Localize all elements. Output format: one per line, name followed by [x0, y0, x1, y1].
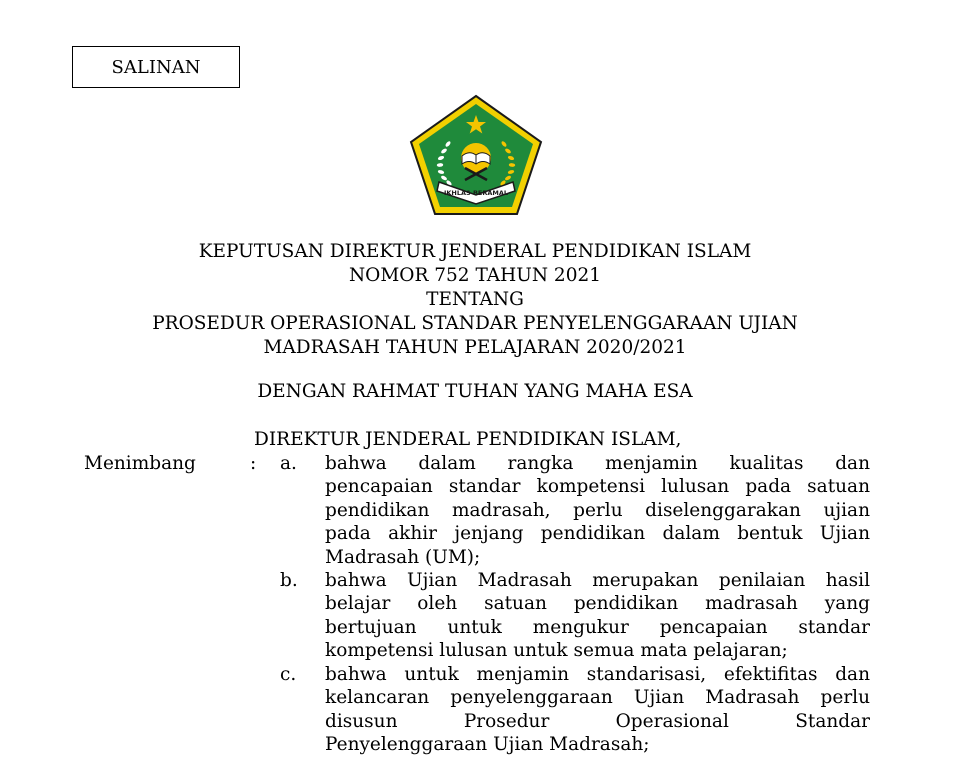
item-line: disusun Prosedur Operasional Standar	[325, 710, 870, 732]
item-line: bahwa Ujian Madrasah merupakan penilaian hasil	[325, 570, 870, 591]
item-line: bertujuan untuk mengukur pencapaian standar	[325, 616, 870, 638]
blessing-line: DENGAN RAHMAT TUHAN YANG MAHA ESA	[257, 381, 693, 402]
considering-label: Menimbang	[84, 453, 196, 474]
salinan-stamp	[72, 46, 240, 88]
considering-colon: :	[250, 453, 257, 474]
decree-title	[0, 240, 950, 360]
considering-item-c	[280, 663, 870, 757]
item-line: belajar oleh satuan pendidikan madrasah yang	[325, 593, 870, 615]
item-marker: a.	[280, 453, 297, 474]
item-line: Penyelenggaraan Ujian Madrasah;	[325, 734, 650, 756]
considering-item-b	[280, 569, 870, 663]
item-line: bahwa untuk menjamin standarisasi, efektifitas dan	[325, 664, 870, 685]
decree-about: TENTANG	[426, 289, 524, 310]
signer-title: DIREKTUR JENDERAL PENDIDIKAN ISLAM,	[254, 429, 682, 450]
item-line: bahwa dalam rangka menjamin kualitas dan	[325, 453, 870, 474]
decree-number: NOMOR 752 TAHUN 2021	[348, 265, 602, 286]
item-marker: b.	[280, 570, 298, 591]
considering-item-a	[280, 452, 870, 569]
decree-title-line: KEPUTUSAN DIREKTUR JENDERAL PENDIDIKAN ISLAM	[198, 241, 752, 262]
item-line: pencapaian standar kompetensi lulusan pada satuan	[325, 476, 870, 498]
item-line: Madrasah (UM);	[325, 546, 481, 568]
kemenag-emblem-icon	[409, 94, 543, 216]
item-line: pada akhir jenjang pendidikan dalam bentuk Ujian	[325, 523, 870, 545]
item-line: kompetensi lulusan untuk semua mata pelajaran;	[325, 640, 788, 662]
item-line: kelancaran penyelenggaraan Ujian Madrasah perlu	[325, 687, 870, 709]
decree-subject-line: MADRASAH TAHUN PELAJARAN 2020/2021	[263, 337, 687, 358]
decree-subject-line: PROSEDUR OPERASIONAL STANDAR PENYELENGGARAAN UJIAN	[152, 313, 798, 334]
emblem-ribbon-text: IKHLAS BERAMAL	[443, 189, 509, 197]
item-line: pendidikan madrasah, perlu diselenggarakan ujian	[325, 499, 870, 521]
salinan-label: SALINAN	[111, 56, 201, 78]
item-marker: c.	[280, 664, 297, 685]
